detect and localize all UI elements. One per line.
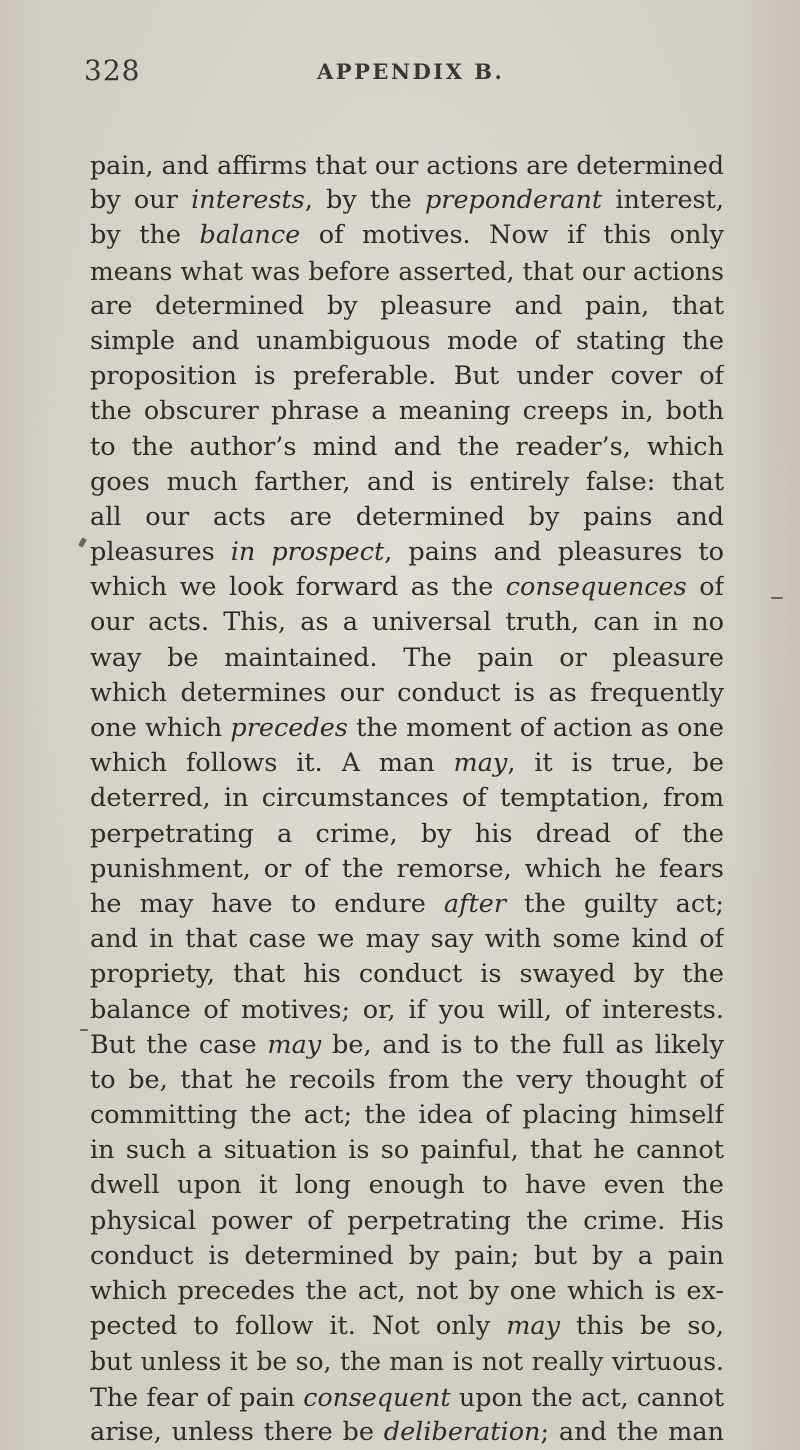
text-line	[90, 676, 724, 711]
text-run: our acts. This, as a universal truth, can in no	[90, 607, 724, 638]
italic-text-run: may	[267, 1029, 322, 1060]
text-run: committing the act; the idea of placing himself	[90, 1100, 724, 1131]
text-run: by our	[90, 185, 192, 216]
text-run: of	[686, 572, 724, 603]
text-run: are determined by pleasure and pain, that	[90, 290, 724, 321]
text-line	[90, 1274, 724, 1309]
text-run: in such a situation is so painful, that he cannot	[90, 1135, 724, 1166]
text-run: ; and the man	[540, 1416, 724, 1447]
text-line	[90, 1028, 724, 1063]
text-run: one which	[90, 713, 231, 743]
text-line	[90, 711, 724, 746]
margin-mark	[771, 597, 783, 599]
text-line	[90, 1344, 724, 1379]
text-run: upon the act, cannot	[450, 1382, 724, 1412]
text-run: which follows it. A man	[90, 748, 454, 779]
text-run: balance of motives; or, if you will, of interests.	[90, 994, 724, 1025]
text-line	[90, 1063, 724, 1098]
italic-text-run: in prospect	[230, 537, 385, 568]
text-run: pected to follow it. Not only	[90, 1311, 507, 1342]
text-run: which precedes the act, not by one which is ex-	[90, 1276, 724, 1306]
text-line	[90, 535, 724, 570]
text-run: this be so,	[560, 1311, 724, 1342]
text-run: but unless it be so, the man is not really virtuous.	[90, 1347, 724, 1377]
text-run: pleasures	[90, 537, 231, 568]
text-run: goes much farther, and is entirely false: that	[90, 466, 724, 497]
text-line	[90, 1380, 724, 1415]
text-run: But the case	[90, 1029, 268, 1060]
text-run: The fear of pain	[90, 1382, 304, 1412]
text-line	[90, 1168, 724, 1203]
text-line	[90, 430, 724, 465]
text-line	[90, 852, 724, 887]
text-run: perpetrating a crime, by his dread of the	[90, 818, 724, 849]
text-line	[90, 394, 724, 429]
text-line	[90, 887, 724, 922]
text-run: the obscurer phrase a meaning creeps in, both	[90, 396, 724, 427]
text-line	[90, 922, 724, 957]
italic-text-run: may	[453, 748, 508, 779]
italic-text-run: may	[506, 1311, 560, 1342]
text-line	[90, 1415, 724, 1450]
running-head: APPENDIX B.	[317, 59, 505, 84]
italic-text-run: consequences	[505, 572, 687, 603]
text-run: the guilty act;	[506, 888, 724, 919]
text-run: he may have to endure	[90, 888, 444, 919]
text-line	[90, 359, 724, 394]
text-run: physical power of perpetrating the crime. His	[90, 1205, 724, 1236]
text-line	[90, 605, 724, 640]
text-run: to the author’s mind and the reader’s, which	[90, 431, 724, 462]
margin-mark	[78, 537, 87, 547]
text-line	[90, 957, 724, 992]
text-run: which determines our conduct is as frequently	[90, 677, 724, 708]
text-run: arise, unless there be	[90, 1416, 384, 1447]
text-run: be, and is to the full as likely	[321, 1029, 724, 1060]
italic-text-run: consequent	[303, 1382, 451, 1412]
text-run: conduct is determined by pain; but by a pain	[90, 1240, 724, 1271]
page-number: 328	[84, 54, 141, 87]
text-line	[90, 465, 724, 500]
text-run: , by the	[304, 185, 425, 216]
text-line	[90, 324, 724, 359]
italic-text-run: precedes	[230, 713, 348, 743]
page-header	[84, 54, 704, 94]
text-run: the moment of action as one	[347, 713, 724, 743]
text-line	[90, 500, 724, 535]
italic-text-run: interests	[191, 185, 305, 216]
text-run: by the	[90, 220, 200, 251]
italic-text-run: preponderant	[424, 185, 603, 216]
text-line	[90, 148, 724, 183]
text-run: deterred, in circumstances of temptation, from	[90, 783, 724, 814]
text-line	[90, 289, 724, 324]
text-run: interest,	[602, 185, 724, 216]
text-line	[90, 1098, 724, 1133]
text-line	[90, 1133, 724, 1168]
text-run: way be maintained. The pain or pleasure	[90, 642, 724, 673]
text-line	[90, 993, 724, 1028]
text-run: dwell upon it long enough to have even the	[90, 1170, 724, 1201]
text-line	[90, 1309, 724, 1344]
text-line	[90, 1239, 724, 1274]
text-run: simple and unambiguous mode of stating the	[90, 325, 724, 356]
text-line	[90, 817, 724, 852]
text-run: of motives. Now if this only	[300, 220, 724, 251]
italic-text-run: balance	[199, 220, 301, 251]
margin-mark	[80, 1029, 88, 1031]
text-run: all our acts are determined by pains and	[90, 501, 724, 532]
italic-text-run: deliberation	[383, 1416, 541, 1447]
text-run: , it is true, be	[507, 748, 724, 779]
text-line	[90, 218, 724, 253]
body-text	[90, 148, 724, 1450]
text-run: to be, that he recoils from the very thought of	[90, 1064, 724, 1095]
text-run: means what was before asserted, that our actions	[90, 256, 724, 286]
text-line	[90, 641, 724, 676]
text-line	[90, 570, 724, 605]
text-run: pain, and affirms that our actions are determined	[90, 151, 724, 180]
text-line	[90, 183, 724, 218]
italic-text-run: after	[443, 888, 507, 919]
text-line	[90, 1204, 724, 1239]
text-line	[90, 254, 724, 289]
text-run: proposition is preferable. But under cover of	[90, 361, 724, 392]
text-run: punishment, or of the remorse, which he fears	[90, 853, 724, 884]
text-line	[90, 746, 724, 781]
text-run: and in that case we may say with some kind of	[90, 924, 724, 955]
text-run: which we look forward as the	[90, 572, 506, 603]
text-run: , pains and pleasures to	[384, 537, 724, 568]
text-line	[90, 781, 724, 816]
text-run: propriety, that his conduct is swayed by the	[90, 959, 724, 990]
